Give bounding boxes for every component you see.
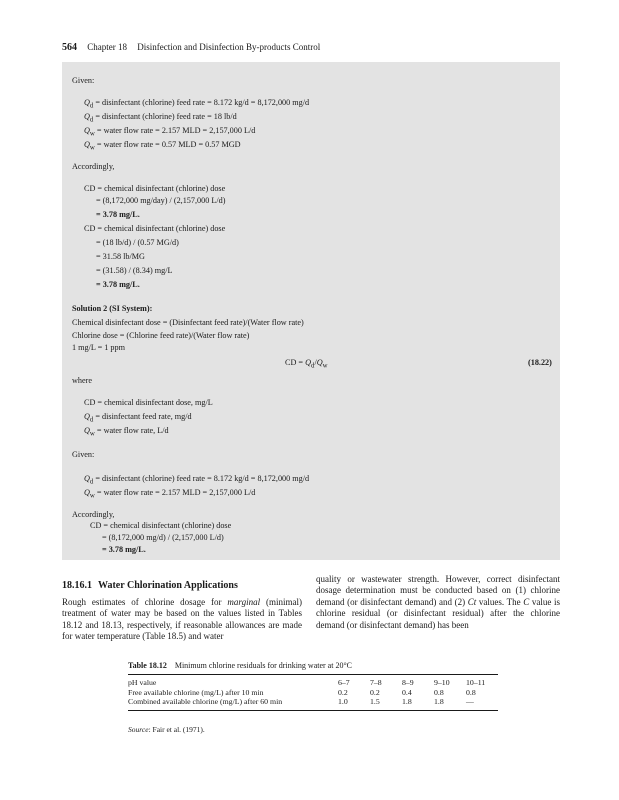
table-cell: 0.8 xyxy=(434,687,444,697)
chapter-label: Chapter 18 xyxy=(87,42,127,52)
table-header-cell: 9–10 xyxy=(434,675,466,688)
calc1-result: = 3.78 mg/L. xyxy=(96,210,140,219)
table-caption xyxy=(128,661,352,670)
running-header xyxy=(62,42,320,53)
table-caption-text: Minimum chlorine residuals for drinking water at 20°C xyxy=(174,661,352,670)
equation-18-22: CD = $Q_d/Q_w$ xyxy=(285,358,328,370)
given-heading-1: Given: xyxy=(72,76,95,85)
given-heading-2: Given: xyxy=(72,450,95,459)
table-cell: 0.4 xyxy=(402,687,412,697)
section-number: 18.16.1 xyxy=(62,580,92,591)
calc1-line: = (18 lb/d) / (0.57 MG/d) xyxy=(96,238,179,247)
given1-line: $Q_d$ = disinfectant (chlorine) feed rate = 8.172 kg/d = 8,172,000 mg/d xyxy=(84,98,310,110)
calc1-line: = (8,172,000 mg/day) / (2,157,000 L/d) xyxy=(96,196,226,205)
solution2-line: Chlorine dose = (Chlorine feed rate)/(Water flow rate) xyxy=(72,331,250,340)
table-cell: 0.2 xyxy=(370,687,380,697)
section-heading xyxy=(62,580,244,591)
table-row xyxy=(128,688,498,698)
given2-line: $Q_d$ = disinfectant (chlorine) feed rate = 8.172 kg/d = 8,172,000 mg/d xyxy=(84,474,310,486)
calc1-line: CD = chemical disinfectant (chlorine) dose xyxy=(84,184,226,193)
table-cell: Free available chlorine (mg/L) after 10 min xyxy=(128,687,264,697)
table-cell: — xyxy=(466,697,498,710)
chapter-title: Disinfection and Disinfection By-products Control xyxy=(137,42,321,52)
where-line: $Q_w$ = water flow rate, L/d xyxy=(84,426,169,438)
where-label: where xyxy=(72,376,93,385)
section-title: Water Chlorination Applications xyxy=(98,580,238,591)
table-cell: Combined available chlorine (mg/L) after 60 min xyxy=(128,697,338,710)
page-number: 564 xyxy=(62,42,77,53)
table-cell: 1.8 xyxy=(402,697,434,710)
table-header-cell: 7–8 xyxy=(370,675,402,688)
calc1-result: = 3.78 mg/L. xyxy=(96,280,140,289)
chlorine-residual-table xyxy=(128,674,498,711)
table-cell: 1.8 xyxy=(434,697,466,710)
table-source: Source: Fair et al. (1971). xyxy=(128,725,205,734)
calc1-line: = 31.58 lb/MG xyxy=(96,252,145,261)
given1-line: $Q_w$ = water flow rate = 0.57 MLD = 0.57 MGD xyxy=(84,140,241,152)
solution2-line: 1 mg/L = 1 ppm xyxy=(72,343,125,352)
table-cell: 1.5 xyxy=(370,697,402,710)
equation-number: (18.22) xyxy=(528,358,552,367)
given2-line: $Q_w$ = water flow rate = 2.157 MLD = 2,157,000 L/d xyxy=(84,488,256,500)
where-line: CD = chemical disinfectant dose, mg/L xyxy=(84,398,213,407)
given1-line: $Q_d$ = disinfectant (chlorine) feed rate = 18 lb/d xyxy=(84,112,237,124)
table-label: Table 18.12 xyxy=(128,661,167,670)
given1-line: $Q_w$ = water flow rate = 2.157 MLD = 2,157,000 L/d xyxy=(84,126,256,138)
calc2-result: = 3.78 mg/L. xyxy=(102,545,146,554)
calc1-line: = (31.58) / (8.34) mg/L xyxy=(96,266,173,275)
table-header-row xyxy=(128,675,498,688)
where-line: $Q_d$ = disinfectant feed rate, mg/d xyxy=(84,412,192,424)
calc2-line: = (8,172,000 mg/d) / (2,157,000 L/d) xyxy=(102,533,224,542)
table-cell: 0.8 xyxy=(466,687,476,697)
table-row xyxy=(128,697,498,710)
table-header-cell: 8–9 xyxy=(402,675,434,688)
table-header-cell: 10–11 xyxy=(466,675,498,688)
table-header-cell: pH value xyxy=(128,675,338,688)
body-paragraph-right: quality or wastewater strength. However, correct disinfectant dosage determination must be conducted based on (1) chlorine demand (or disinfectant demand) and (2) Ct values. The C value is chlorine residual (or disinfectant residual) after the chlorine demand (or disinfectant demand) has been xyxy=(316,574,560,630)
accordingly-2: Accordingly, xyxy=(72,510,115,519)
calc1-line: CD = chemical disinfectant (chlorine) dose xyxy=(84,224,226,233)
accordingly-1: Accordingly, xyxy=(72,162,115,171)
solution2-title: Solution 2 (SI System): xyxy=(72,304,153,313)
table-cell: 1.0 xyxy=(338,697,370,710)
solution2-line: Chemical disinfectant dose = (Disinfectant feed rate)/(Water flow rate) xyxy=(72,318,304,327)
table-header-cell: 6–7 xyxy=(338,675,370,688)
table-cell: 0.2 xyxy=(338,687,348,697)
calc2-line: CD = chemical disinfectant (chlorine) dose xyxy=(90,521,232,530)
body-paragraph-left: Rough estimates of chlorine dosage for marginal (minimal) treatment of water may be based on the values listed in Tables 18.12 and 18.13, respectively, if reasonable allowances are made for water temperature (Table 18.5) and water xyxy=(62,597,302,642)
